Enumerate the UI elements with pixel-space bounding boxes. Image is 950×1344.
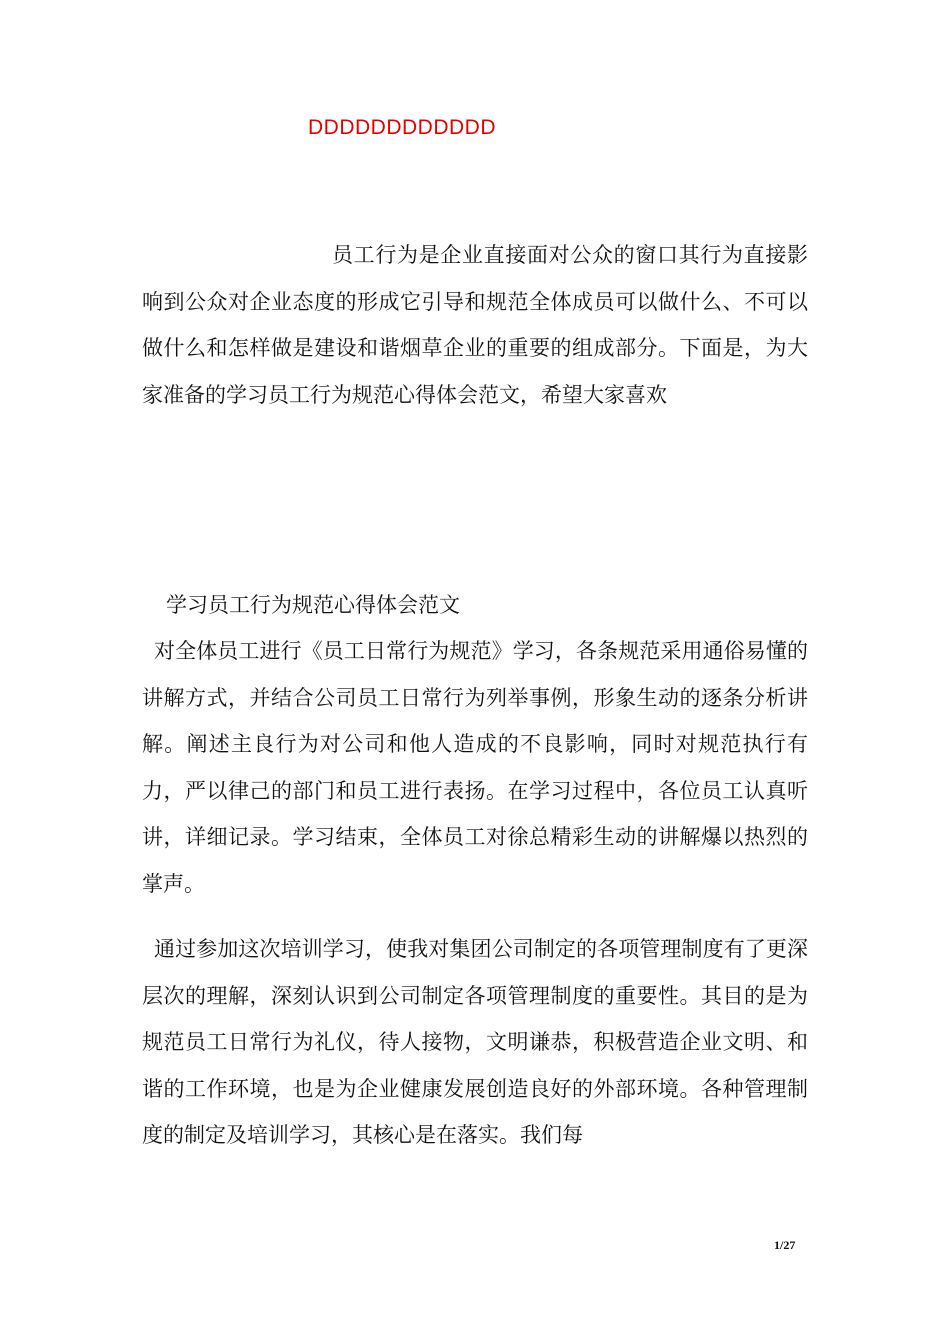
section-heading: 学习员工行为规范心得体会范文 [166,593,460,617]
intro-paragraph: 员工行为是企业直接面对公众的窗口其行为直接影响到公众对企业态度的形成它引导和规范全体成员可以做什么、不可以做什么和怎样做是建设和谐烟草企业的重要的组成部分。下面是，为大家准备的学习员工行为规范心得体会范文，希望大家喜欢 [142,243,808,407]
page-number: 1/27 [774,1238,796,1252]
header-title: DDDDDDDDDDDD [308,116,496,139]
body-paragraph-2: 通过参加这次培训学习，使我对集团公司制定的各项管理制度有了更深层次的理解，深刻认识到公司制定各项管理制度的重要性。其目的是为规范员工日常行为礼仪，待人接物，文明谦恭，积极营造企业文明、和谐的工作环境，也是为企业健康发展创造良好的外部环境。各种管理制度的制定及培训学习，其核心是在落实。我们每 [142,937,808,1147]
body-paragraph-1: 对全体员工进行《员工日常行为规范》学习，各条规范采用通俗易懂的讲解方式，并结合公司员工日常行为列举事例，形象生动的逐条分析讲解。阐述主良行为对公司和他人造成的不良影响，同时对规范执行有力，严以律己的部门和员工进行表扬。在学习过程中，各位员工认真听讲，详细记录。学习结束，全体员工对徐总精彩生动的讲解爆以热烈的掌声。 [142,639,808,896]
